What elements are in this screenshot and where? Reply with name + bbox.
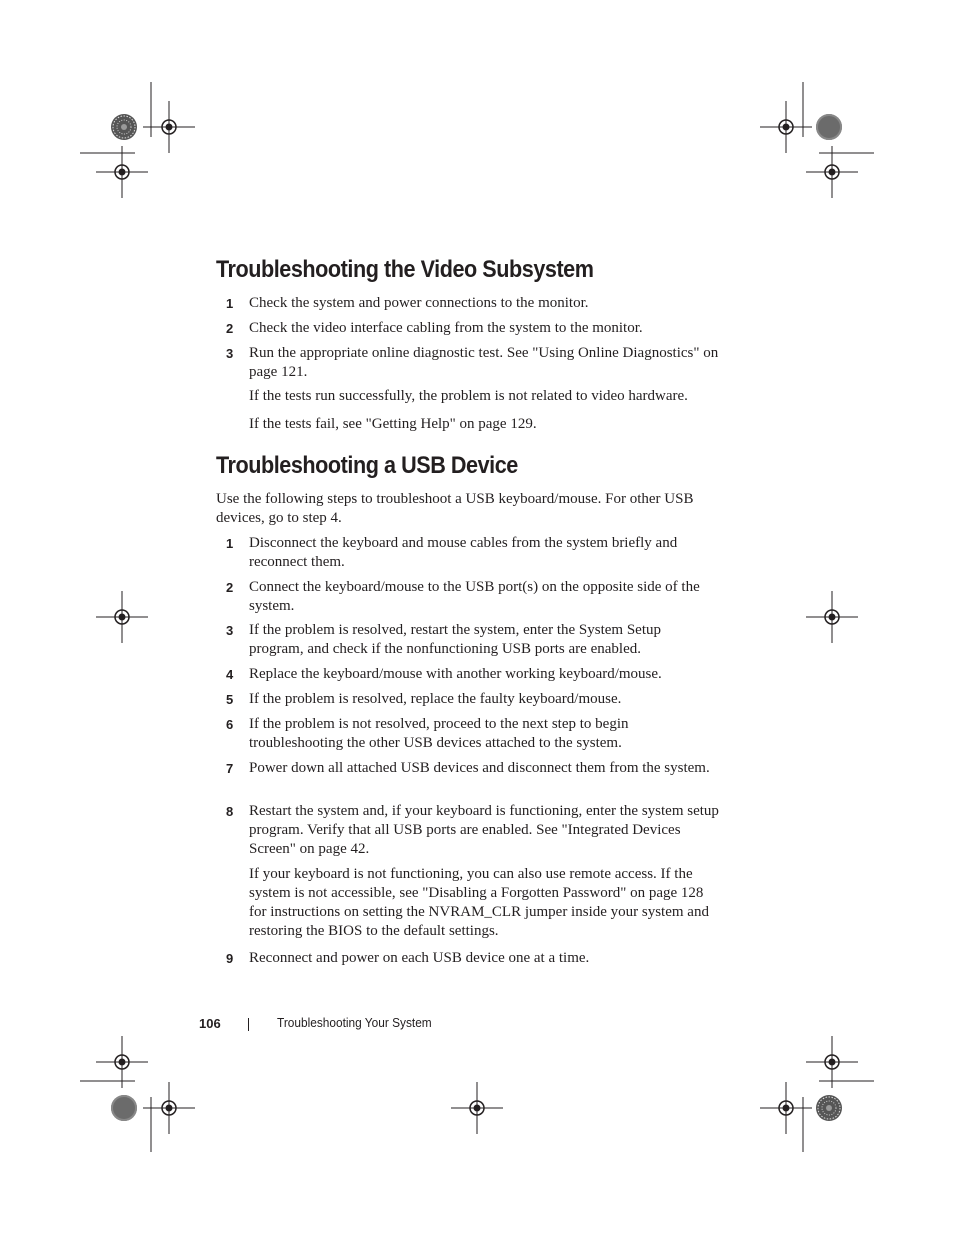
intro-paragraph: Use the following steps to troubleshoot a USB keyboard/mouse. For other USB devices, go to step 4. <box>216 491 694 526</box>
step-text: Connect the keyboard/mouse to the USB port(s) on the opposite side of the system. <box>249 579 700 614</box>
step-number: 9 <box>226 951 234 966</box>
step-number: 2 <box>226 580 234 595</box>
step-number: 4 <box>226 667 234 682</box>
footer-divider <box>248 1018 249 1031</box>
step-text: Replace the keyboard/mouse with another working keyboard/mouse. <box>249 666 662 682</box>
step-text: If the problem is resolved, restart the system, enter the System Setup program, and check if the nonfunctioning USB ports are enabled. <box>249 622 661 657</box>
heading-usb-device: Troubleshooting a USB Device <box>216 452 518 479</box>
note-text: If the tests fail, see "Getting Help" on page 129. <box>249 416 537 432</box>
footer-chapter-title: Troubleshooting Your System <box>277 1016 432 1030</box>
step-text: If the problem is resolved, replace the faulty keyboard/mouse. <box>249 691 622 707</box>
step-number: 2 <box>226 321 234 336</box>
step-number: 1 <box>226 296 234 311</box>
note-text: If the tests run successfully, the problem is not related to video hardware. <box>249 388 688 404</box>
step-text: Restart the system and, if your keyboard is functioning, enter the system setup program. Verify that all USB ports are enabled. See "Integrated Devices Screen" on page 42. <box>249 803 719 857</box>
heading-video-subsystem: Troubleshooting the Video Subsystem <box>216 256 594 283</box>
step-number: 8 <box>226 804 234 819</box>
step-number: 6 <box>226 717 234 732</box>
step-text: Check the video interface cabling from the system to the monitor. <box>249 320 643 336</box>
step-text: Run the appropriate online diagnostic test. See "Using Online Diagnostics" on page 121. <box>249 345 719 380</box>
note-text: If your keyboard is not functioning, you can also use remote access. If the system is not accessible, see "Disabling a Forgotten Password" on page 128 for instructions on setting the NVRAM_CLR jumper inside your system and restoring the BIOS to the default settings. <box>249 866 709 939</box>
step-text: Power down all attached USB devices and disconnect them from the system. <box>249 760 710 776</box>
step-number: 7 <box>226 761 234 776</box>
step-number: 5 <box>226 692 234 707</box>
page-number: 106 <box>199 1016 221 1031</box>
step-text: Check the system and power connections to the monitor. <box>249 295 589 311</box>
step-number: 3 <box>226 346 234 361</box>
step-text: Disconnect the keyboard and mouse cables from the system briefly and reconnect them. <box>249 535 678 570</box>
step-text: Reconnect and power on each USB device one at a time. <box>249 950 590 966</box>
step-text: If the problem is not resolved, proceed to the next step to begin troubleshooting the other USB devices attached to the system. <box>249 716 629 751</box>
step-number: 1 <box>226 536 234 551</box>
step-number: 3 <box>226 623 234 638</box>
